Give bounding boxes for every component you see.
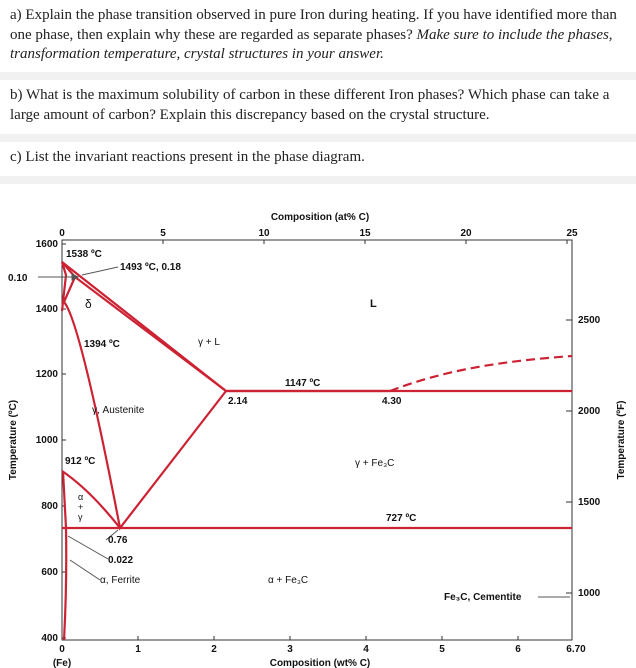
question-a <box>10 6 628 65</box>
right-tick-label: 1500 <box>578 497 601 508</box>
label-0-76: 0.76 <box>108 535 128 546</box>
divider <box>0 134 636 142</box>
top-tick-label: 15 <box>359 228 371 239</box>
top-tick-label: 25 <box>566 228 578 239</box>
bottom-tick-label: 5 <box>439 644 445 655</box>
divider <box>0 72 636 80</box>
bottom-tick-label: 0 <box>59 644 65 655</box>
label-4-30: 4.30 <box>382 396 402 407</box>
label-gamma-cementite: γ + Fe₃C <box>355 458 395 469</box>
label-delta: δ <box>85 297 92 311</box>
top-tick-label: 5 <box>160 228 166 239</box>
right-axis-ticks <box>566 315 601 599</box>
bottom-tick-label: 6.70 <box>566 644 586 655</box>
question-a-text: a) Explain the phase transition observed in pure Iron during heating. If you have identified more than one phase, then explain why these are regarded as separate phases? <box>10 7 617 43</box>
label-austenite: γ, Austenite <box>92 405 145 416</box>
label-plus: + <box>78 502 84 512</box>
bottom-tick-label: 3 <box>287 644 293 655</box>
right-tick-label: 2500 <box>578 315 601 326</box>
label-ferrite: α, Ferrite <box>100 575 141 586</box>
bottom-tick-label: 2 <box>211 644 217 655</box>
top-axis-ticks <box>59 228 578 244</box>
label-0-10: 0.10 <box>8 273 28 284</box>
label-gamma-liquid: γ + L <box>198 337 220 348</box>
left-tick-label: 800 <box>41 501 58 512</box>
right-tick-label: 2000 <box>578 406 601 417</box>
bottom-tick-label: 1 <box>135 644 141 655</box>
top-tick-label: 0 <box>59 228 65 239</box>
bottom-axis-ticks <box>59 636 586 655</box>
label-alpha-cementite: α + Fe₃C <box>268 575 309 586</box>
label-gamma: γ <box>78 512 83 522</box>
left-tick-label: 1600 <box>35 239 58 250</box>
label-cementite: Fe₃C, Cementite <box>444 592 522 603</box>
question-c: c) List the invariant reactions present in the phase diagram. <box>10 149 365 165</box>
diagram-labels <box>8 249 522 603</box>
solvus-line <box>63 471 66 640</box>
question-b: b) What is the maximum solubility of carbon in these different Iron phases? Which phase can take a large amount of carbon? Explain this discrepancy based on the crystal structure. <box>10 87 610 123</box>
left-tick-label: 600 <box>41 567 58 578</box>
iron-carbon-phase-diagram <box>0 196 636 668</box>
left-tick-label: 1000 <box>35 435 58 446</box>
label-1538: 1538 ºC <box>66 249 102 260</box>
label-alpha: α <box>78 492 84 502</box>
label-1493: 1493 ºC, 0.18 <box>120 262 181 273</box>
top-tick-label: 20 <box>460 228 472 239</box>
liquidus-line <box>62 262 390 391</box>
bottom-axis-title: Composition (wt% C) <box>269 658 371 668</box>
cementite-liquidus-dashed <box>390 356 572 391</box>
label-liquid: L <box>370 298 377 310</box>
left-tick-label: 1400 <box>35 304 58 315</box>
iron-label: (Fe) <box>52 658 72 668</box>
label-912: 912 ºC <box>65 456 96 467</box>
label-727: 727 ºC <box>386 513 417 524</box>
left-axis-title: Temperature (ºC) <box>8 399 19 481</box>
bottom-tick-label: 4 <box>363 644 369 655</box>
annotation-arrows <box>35 267 570 597</box>
label-2-14: 2.14 <box>228 396 248 407</box>
label-1394: 1394 ºC <box>84 339 120 350</box>
divider <box>0 176 636 184</box>
right-tick-label: 1000 <box>578 588 601 599</box>
top-axis-title: Composition (at% C) <box>270 212 370 223</box>
label-1147: 1147 ºC <box>285 378 321 389</box>
left-axis-ticks <box>36 239 66 644</box>
top-tick-label: 10 <box>258 228 270 239</box>
bottom-tick-label: 6 <box>515 644 521 655</box>
question-a-emphasis: Make sure to include the phases, transformation temperature, crystal structures in your answer. <box>10 26 613 62</box>
left-tick-label: 1200 <box>35 369 58 380</box>
label-0-022: 0.022 <box>108 555 134 566</box>
left-tick-label: 400 <box>41 633 58 644</box>
right-axis-title: Temperature (ºF) <box>616 400 627 480</box>
